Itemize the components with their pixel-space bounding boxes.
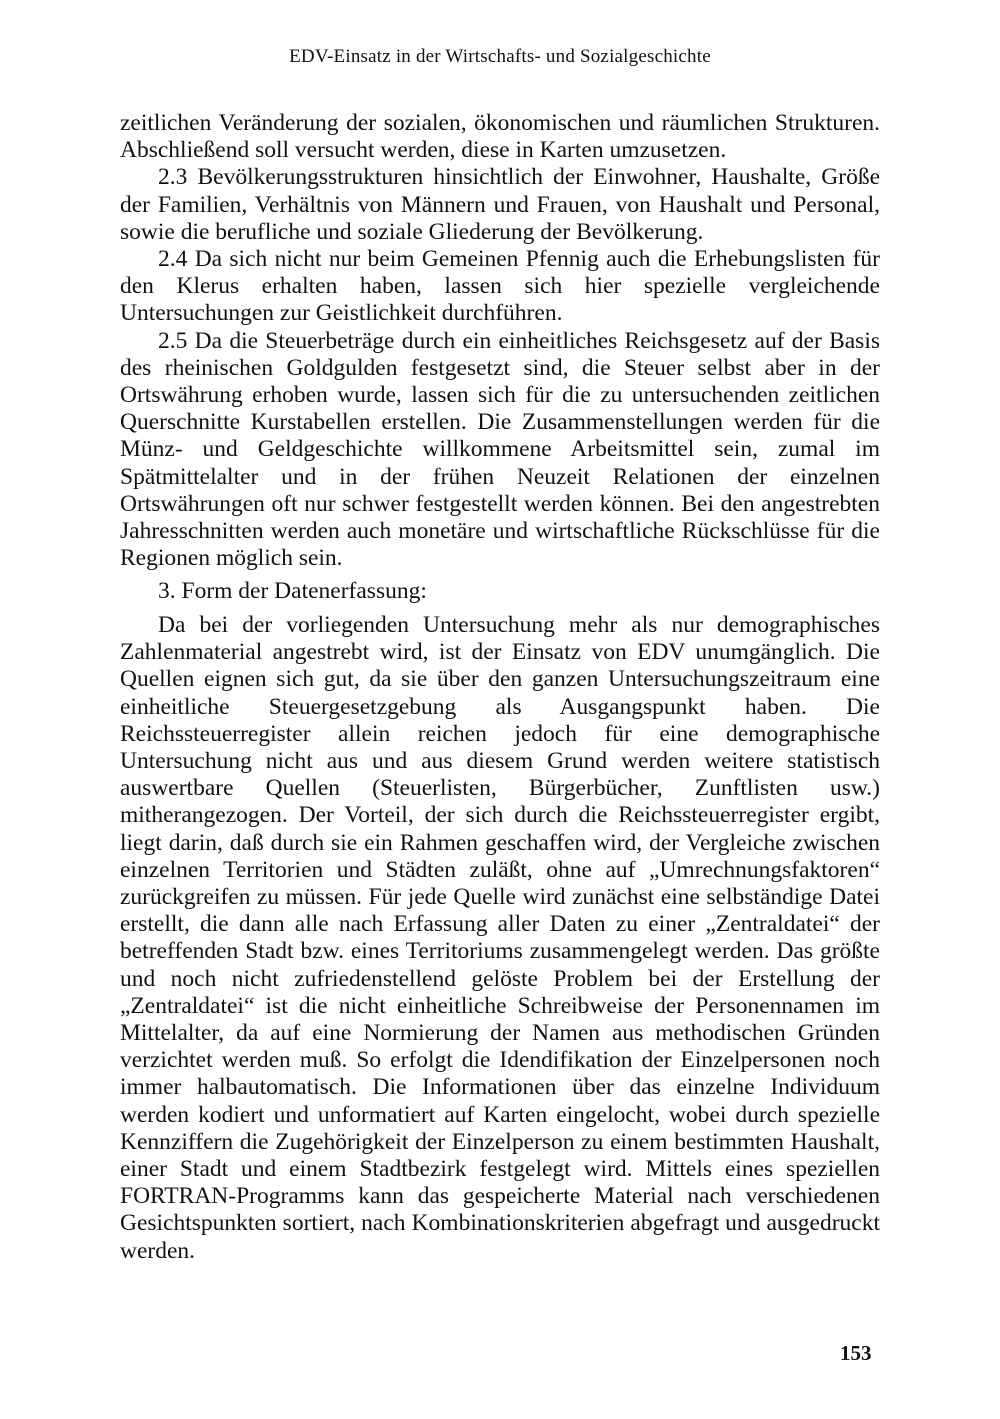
section-heading-3: 3. Form der Datenerfassung: <box>158 578 427 604</box>
running-header: EDV-Einsatz in der Wirtschafts- und Sozialgeschichte <box>289 46 711 67</box>
paragraph-continued: zeitlichen Veränderung der sozialen, ökonomischen und räumlichen Strukturen. Abschließend soll versucht werden, diese in Karten umzusetzen. <box>120 110 880 164</box>
paragraph-2-4: 2.4 Da sich nicht nur beim Gemeinen Pfennig auch die Erhebungslisten für den Klerus erhalten haben, lassen sich hier spezielle vergleichende Untersuchungen zur Geistlichkeit durchführen. <box>120 246 880 327</box>
paragraph-2-5: 2.5 Da die Steuerbeträge durch ein einheitliches Reichsgesetz auf der Basis des rheinischen Goldgulden festgesetzt sind, die Steuer selbst aber in der Ortswährung erhoben wurde, lassen sich für die zu untersuchenden zeitlichen Querschnitte Kurstabellen erstellen. Die Zusammenstellungen werden für die Münz- und Geldgeschichte willkommene Arbeitsmittel sein, zumal im Spätmittelalter und in der frühen Neuzeit Relationen der einzelnen Ortswährungen oft nur schwer festgestellt werden können. Bei den angestrebten Jahresschnitten werden auch monetäre und wirtschaftliche Rückschlüsse für die Regionen möglich sein. <box>120 327 880 572</box>
text-block-section-2 <box>120 110 880 572</box>
paragraph-2-3: 2.3 Bevölkerungsstrukturen hinsichtlich der Einwohner, Haushalte, Größe der Familien, Verhältnis von Männern und Frauen, von Haushalt und Personal, sowie die berufliche und soziale Gliederung der Bevölkerung. <box>120 164 880 245</box>
text-block-section-3 <box>120 612 880 1265</box>
paragraph-3-body: Da bei der vorliegenden Untersuchung mehr als nur demographisches Zahlenmaterial angestrebt wird, ist der Einsatz von EDV unumgänglich. Die Quellen eignen sich gut, da sie über den ganzen Untersuchungszeitraum eine einheitliche Steuergesetzgebung als Ausgangspunkt haben. Die Reichssteuerregister allein reichen jedoch für eine demographische Untersuchung nicht aus und aus diesem Grund werden weitere statistisch auswertbare Quellen (Steuerlisten, Bürgerbücher, Zunftlisten usw.) mitherangezogen. Der Vorteil, der sich durch die Reichssteuerregister ergibt, liegt darin, daß durch sie ein Rahmen geschaffen wird, der Vergleiche zwischen einzelnen Territorien und Städten zuläßt, ohne auf „Umrechnungsfaktoren“ zurückgreifen zu müssen. Für jede Quelle wird zunächst eine selbständige Datei erstellt, die dann alle nach Erfassung aller Daten zu einer „Zentraldatei“ der betreffenden Stadt bzw. eines Territoriums zusammengelegt werden. Das größte und noch nicht zufriedenstellend gelöste Problem bei der Erstellung der „Zentraldatei“ ist die nicht einheitliche Schreibweise der Personennamen im Mittelalter, da auf eine Normierung der Namen aus methodischen Gründen verzichtet werden muß. So erfolgt die Idendifikation der Einzelpersonen noch immer halbautomatisch. Die Informationen über das einzelne Individuum werden kodiert und unformatiert auf Karten eingelocht, wobei durch spezielle Kennziffern die Zugehörigkeit der Einzelperson zu einem bestimmten Haushalt, einer Stadt und einem Stadtbezirk festgelegt wird. Mittels eines speziellen FORTRAN-Programms kann das gespeicherte Material nach verschiedenen Gesichtspunkten sortiert, nach Kombinationskriterien abgefragt und ausgedruckt werden. <box>120 612 880 1264</box>
page-number: 153 <box>840 1341 872 1365</box>
